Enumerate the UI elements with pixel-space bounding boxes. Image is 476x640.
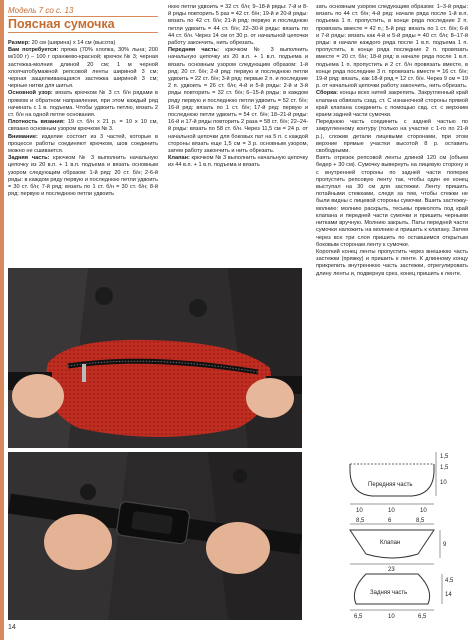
dim-front-1: 1,5: [440, 454, 449, 460]
text-column-2: [168, 4, 308, 170]
front-label: Передняя часть: [368, 482, 413, 488]
paragraph: Переднюю часть соединить с задней частью по закругленному контуру (только на участке с 1-го по 21-й р.), сложив детали лицевыми сторонами, при этом верхние прямые участки высотой 8 р. оставить свободными.: [316, 119, 468, 155]
dim-back-height: 14: [445, 592, 452, 598]
model-reference: Модель 7 со с. 13: [8, 6, 74, 15]
paragraph: нюю петли удвоить = 32 ст. б/н; 9–18-й ряды: 7-й и 8-й ряды повторить 5 раз = 42 ст. б/н; 19-й и 20-й ряды: вязать по 42 ст. б/н; 21-й ряд: первую и последнюю петли удвоить = 44 ст. б/н; 22–30-й ряды: вязать по 44 ст. б/н. Через 14 см от 30 р. от начальной цепочки работу закончить, нить обрезать.: [168, 4, 308, 47]
dim-front-2: 1,5: [440, 465, 449, 471]
back-label: Задняя часть: [370, 590, 408, 596]
dim-flap-width: 23: [388, 567, 395, 573]
photo-bag-front: [8, 268, 302, 448]
article-title: Поясная сумочка: [8, 17, 115, 31]
dim-flap-top-2: 6: [388, 518, 392, 524]
paragraph: Основной узор: вязать крючком № 3 ст. б/н рядами в прямом и обратном направлении, при этом каждый ряд начинать с 1 в. подъема. Чтобы удвоить петлю, вязать 2 ст. б/н на одной петле основания.: [8, 90, 159, 119]
page-number: 14: [8, 624, 16, 631]
text-column-3: [316, 4, 468, 278]
dim-back-bottom-1: 6,5: [354, 614, 363, 620]
page-edge-bar: [0, 0, 4, 640]
paragraph: Взять отрезок репсовой ленты длиной 120 см (объем бедер + 30 см). Сумочку вывернуть на лицевую сторону и с внутренней стороны по задней части поперек пропустить репсовую ленту так, чтобы один ее конец выступал на 30 см для застежки. Ленту пришить потайными стежками, следя за тем, чтобы стежки не были видны с лицевой стороны сумочки. Вшить застежку-молнию: молнию раскрыть, тесьмы приколоть под край клапана и передней части сумочки и пришить черными нитками вручную. Молнию закрыть. Паты передней части сумочки наложить на молнию и пришить к клапану. Затем через все три слоя пришить по оставшимся открытым боковым сторонам ленту к сумочке.: [316, 155, 468, 248]
dim-front-bottom-1: 10: [356, 508, 363, 514]
paragraph: Вам потребуется: пряжа (70% хлопка, 30% льна; 200 м/100 г) – 100 г оранжево-красной; крючок № 3; черная застежка-молния длиной 20 см; 1 м черной хлопчатобумажной репсовой ленты шириной 3 см; черная защелкивающаяся застежка шириной 3 см; черные нитки для шитья.: [8, 47, 158, 90]
dim-flap-top-3: 8,5: [416, 518, 425, 524]
paragraph: Задняя часть: крючком № 3 выполнить начальную цепочку из 20 в.п. + 1 в.п. подъема и вязать основным узором следующим образом: 1-й ряд: 20 ст. б/н; 2-6-й ряды: в каждом ряду первую и последнюю петли удвоить = 30 ст. б/н; 7-й ряд: вязать по 1 ст. б/н = 30 ст. б/н; 8-й ряд: первую и последнюю петли удвоить: [8, 155, 158, 198]
paragraph: Сборка: концы всех нитей закрепить. Закругленный край клапана обвязать сзад. ст. С изнаночной стороны прямой край клапана соединить с помощью свд. ст. с верхним краем задней части сумочки.: [316, 90, 468, 119]
flap-label: Клапан: [380, 540, 401, 546]
article-header: [8, 4, 158, 33]
header-divider: [8, 32, 158, 33]
paragraph: зать основным узором следующим образом: 1–3-й ряды: вязать по 44 ст. б/н; 4-й ряд: начале ряда после 1-й в.п. подъема 1 п. пропустить, в конце ряда последние 2 п. провязать вместе = 42 п.; 5-й ряд: вязать по 1 ст. б/н; 6-й и 7-й ряды: вязать как 4-й и 5-й ряды = 40 ст. б/н; 8–17-й ряды: в начале каждого ряда после 1 в.п. подъема 1 п. пропустить, в конце ряда последние 2 п. провязать вместе = 20 ст. б/н; 18-й ряд: в начале ряда после 1 в.п. подъема 1 п. пропустить и 2 ст. б/н провязать вместе, в конце ряда последние 3 п. провязать вместе = 16 ст. б/н; 19-й ряд: вязать, как 18-й ряд = 12 ст. б/н. Через 9 см = 19 р. от начальной цепочки работу закончить, нить обрезать.: [316, 4, 468, 90]
paragraph: Плотность вязания: 19 ст. б/н x 21 р. = 10 x 10 см, связано основным узором крючком № 3.: [8, 119, 158, 133]
dim-front-bottom-3: 10: [420, 508, 427, 514]
paragraph: Размер: 20 см (ширина) x 14 см (высота): [8, 40, 116, 46]
dim-flap-height: 9: [443, 542, 447, 548]
dim-back-bottom-3: 6,5: [418, 614, 427, 620]
buckle-illustration: [8, 452, 302, 620]
pattern-diagram: [312, 450, 472, 620]
dim-front-bottom-2: 10: [388, 508, 395, 514]
paragraph: Передняя часть: крючком № 3 выполнить начальную цепочку из 20 в.п. + 1 в.п. подъема и вязать основным узором следующим образом: 1-й ряд: 20 ст. б/н; 2-й ряд: первую и последнюю петли удвоить = 22 ст. б/н; 3-й ряд: первые 2 п. и последние 2 п. удвоить = 26 ст. б/н; 4-й и 5-й ряды: 2-й и 3-й ряды повторить = 32 ст. б/н; 6–15-й ряды: в каждом ряду первую и последнюю петли удвоить = 52 ст. б/н; 16-й ряд: вязать по 1 ст. б/н; 17-й ряд: первую и последнюю петли удвоить = 54 ст. б/н; 18–21-й ряды: 16-й и 17-й ряды повторить 2 раза = 58 ст. б/н; 22–24-й ряды: вязать по 58 ст. б/н. Через 11,5 см = 24 р. от начальной цепочки для боковых пат на 5 п. с каждой стороны вязать еще 1,5 см = 3 р. основным узором, затем работу закончить и нить обрезать.: [168, 47, 308, 155]
pattern-schematic: [312, 450, 472, 620]
dim-flap-top-1: 8,5: [356, 518, 365, 524]
photo-buckle: [8, 452, 302, 620]
bag-front-illustration: [8, 268, 302, 448]
dim-back-side: 4,5: [445, 578, 454, 584]
dim-front-3: 10: [440, 480, 447, 486]
dim-back-bottom-2: 10: [388, 614, 395, 620]
text-column-1: [8, 40, 158, 198]
paragraph: Внимание: изделие состоит из 3 частей, которые в процессе работы соединяют крючком, шов соединить можно не сшивается.: [8, 133, 158, 155]
paragraph: Клапан: крючком № 3 выполнить начальную цепочку из 44 в.п. + 1 в.п. подъема и вязать: [168, 155, 308, 169]
paragraph: Короткий конец ленты пропустить через внешнюю часть застежки (пряжку) и пришить к ленте. К длинному концу прикрепить внутреннюю часть застежки, отрегулировать длину ленты и, подвернув срез, конец пришить к ленте.: [316, 248, 468, 277]
